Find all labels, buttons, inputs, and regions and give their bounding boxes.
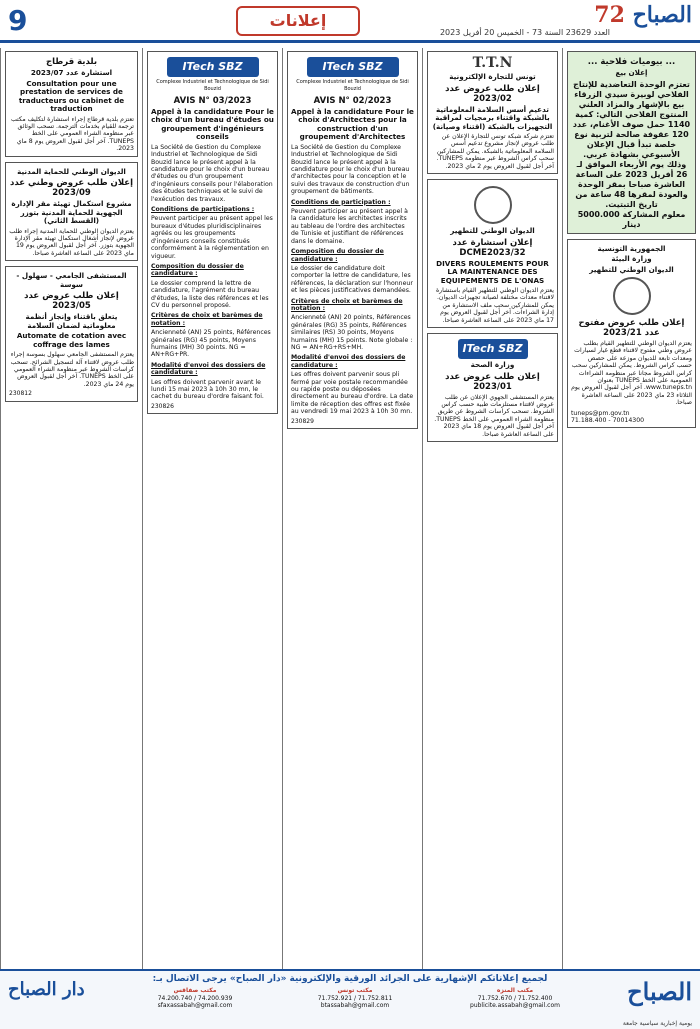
onas-seal-icon [613,277,651,315]
ad-farm-sale [567,51,696,234]
envoi-text: Les offres doivent parvenir avant le lundi 15 mai 2023 à 10h 30 mn, le cachet du bureau d'ordre faisant foi. [151,378,264,401]
ad-intro: La Société de Gestion du Complexe Industriel et Technologique de Sidi Bouzid lance le présent appel à la candidature pour le choix d'un bureau d'architectes pour la conception et le suivi des travaux de construction d'un groupement de bâtiments. [291,143,410,196]
conditions-text: Peuvent participer au présent appel à la candidature les architectes inscrits au tableau de l'ordre des architectes de Tunisie et justifiant de références dans le domaine. [291,208,408,245]
contact-email: btassabah@gmail.com [320,1002,390,1009]
ad-ref: 230829 [291,417,314,425]
envoi-text: Les offres doivent parvenir sous pli fermé par voie postale recommandée ou rapide poste ou déposées directement au bureau d'ordre. La date limite de réception des offres est fixée au vendredi 19 mai 2023 à 10h 30 mn. [291,371,414,416]
footer-tagline: يومية إخبارية سياسية جامعة [622,1020,692,1027]
footer-logo-dar: دار الصباح [8,979,85,1000]
contact-phone: 74.200.939 / 74.200.740 [157,994,233,1002]
masthead-name: الصباح [632,2,692,28]
page-footer [0,969,700,1029]
contact-email: publicite.assabah@gmail.com [470,1002,560,1009]
ad-body: يعتزم المستشفى الجامعي سهلول بسوسة إجراء طلب عروض لاقتناء آلة لتسجيل الشرائح. تسحب كراسات الشروط عبر منظومة الشراء العمومي على الخط TUNEPS. آخر أجل لقبول العروض يوم 24 ماي 2023. [10,351,134,388]
section-evaluation: Critères de choix et barèmes de notation : [291,297,403,312]
column-4 [142,48,282,969]
ad-subtitle-fr: Automate de cotation avec coffrage des lames [16,331,127,349]
itech-subtitle: Complexe Industriel et Technologique de Sidi Bouzid [156,79,269,93]
ad-ttn [427,51,558,174]
ad-price: معلوم المشاركة 5000.000 دينار [577,209,686,229]
ad-body: يعتزم الديوان الوطني للتطهير القيام باستشارة لاقتناء معدات مختلفة لصيانة تجهيزات الديوان. يمكن للمشاركين سحب ملف الاستشارة من إدارة الشراءات. آخر أجل لقبول العروض يوم 17 ماي 2023 على الساعة العاشرة صباحا. [435,287,554,324]
ad-body: يعتزم الديوان الوطني للتطهير القيام بطلب عروض وطني مفتوح لاقتناء قطع غيار لسيارات ومعدات تابعة للديوان موزعة على حصص حسب كراس الشروط. يمكن للمشاركين سحب كراس الشروط مجانا عبر منظومة الشراءات العمومية على الخط TUNEPS بعنوان www.tuneps.tn. آخر أجل لقبول العروض يوم الثلاثاء 23 ماي 2023 على الساعة العاشرة صباحا. [571,340,692,407]
contact-title: مكتب تونس [337,987,373,994]
section-evaluation: Critères de choix et barèmes de notation : [151,312,263,327]
ad-title: إعلان استشارة عدد DCME2023/32 [452,237,533,258]
ad-subtitle: Consultation pour une prestation de services de traducteurs ou cabinet de traduction [18,78,125,113]
ad-itech-03 [147,51,278,414]
contact-phone: 71.752.400 / 71.752.670 [477,994,553,1002]
column-1 [562,48,700,969]
ad-body: تعتزم شركة شبكة تونس للتجارة الإعلان عن طلب عروض لإنجاز مشروع تدعيم أسس السلامة المعلوماتية بالشبكة. يمكن للمشاركين سحب كراس الشروط عبر منظومة TUNEPS. آخر أجل لقبول العروض يوم 2 ماي 2023. [436,133,554,170]
page-header [0,0,700,43]
ad-sahloul [5,266,138,401]
ad-onas-tender [567,239,696,429]
ad-title: استشارة عدد 2023/07 [30,68,113,77]
contact-phone: 71.752.811 / 71.752.921 [317,994,393,1002]
ad-title: إعلان طلب عروض عدد 2023/05 [24,291,119,312]
ad-title: إعلان طلب عروض عدد 2023/01 [445,371,540,392]
ad-title: إعلان طلب عروض وطني عدد 2023/09 [10,178,133,199]
ad-heading: وزارة الصحة [470,360,515,370]
footer-title: لجميع إعلاناتكم الإشهارية على الجرائد الورقية والإلكترونية «دار الصباح» يرجى الاتصال بـ: [152,974,548,984]
contact-title: مكتب صفاقس [173,987,217,994]
ad-heading: المستشفى الجامعي - سهلول - سوسة [16,271,127,289]
ad-subtitle: DIVERS ROULEMENTS POUR LA MAINTENANCE DES EQUIPEMENTS DE L'ONAS [436,258,549,285]
ad-onas-consult [427,179,558,328]
column-5 [0,48,142,969]
contact-tunis [280,987,430,1010]
section-conditions: Conditions de participation : [291,198,391,206]
ad-body: تعتزم بلدية قرطاج إجراء استشارة لتكليف مكتب ترجمة للقيام بخدمات الترجمة. تسحب الوثائق عبر منظومة الشراء العمومي على الخط TUNEPS. آخر أجل لقبول العروض يوم 8 ماي 2023. [10,115,134,153]
ad-body: يعتزم المستشفى الجهوي الإعلان عن طلب عروض لاقتناء مستلزمات طبية حسب كراس الشروط. تسحب كراسات الشروط عن طريق منظومة الشراء العمومي على الخط TUNEPS. آخر أجل لقبول العروض يوم 18 ماي 2023 على الساعة العاشرة صباحا. [434,393,554,438]
dossier-text: Le dossier comprend la lettre de candidature, l'agrément du bureau d'études, la liste des références et les CV du personnel proposé. [151,279,269,309]
ad-carthage [5,51,138,157]
ad-subtitle: مشروع استكمال تهيئة مقر الإدارة الجهوية للحماية المدنية بتوزر (القسط الثاني) [11,199,132,226]
ad-phone: 71.188.400 - 70014300 [571,417,645,425]
ad-itech-02 [287,51,418,429]
footer-logo: الصباح [627,977,692,1006]
dossier-text: Le dossier de candidature doit comporter la lettre de candidature, les références, la déclaration sur l'honneur et les pièces justificatives demandées. [291,264,413,295]
ad-body: يعتزم الديوان الوطني للحماية المدنية إجراء طلب عروض لإنجاز أشغال استكمال تهيئة مقر الإدارة الجهوية بتوزر. آخر أجل لقبول العروض يوم 19 ماي 2023 على الساعة العاشرة صباحا. [9,227,134,257]
section-dossier: Composition du dossier de candidature : [291,248,384,263]
column-2 [422,48,562,969]
ad-body: تعتزم الوحدة التعاضدية للإنتاج الفلاحي لوبيرة سيدي الزرقاء بيع بالإشهار والمزاد العلني المنتوج الفلاحي التالي: كمية 1140 حمل صوف الأغنام، عدد 120 عقوفة صالحة لتربية نوع خلصة تبدأ قبال الإعلان الأسبوعي بشهادة عربي. [572,79,691,159]
contact-title: مكتب المنزه [496,987,534,994]
ad-health [427,333,558,442]
ad-heading: بلدية قرطاج [45,57,98,67]
itech-logo: ITech SBZ [167,57,259,77]
ad-ref: 230812 [9,390,32,398]
ad-subtitle: تدعيم أسس السلامة المعلوماتية بالشبكة واقتناء برمجيات لمراقبة التجهيزات بالشبكة (اقتناء وصيانة) [432,104,553,131]
ad-civil-protection [5,162,138,262]
contact-email: sfaxassabah@gmail.com [157,1002,233,1009]
masthead-logo [594,2,692,28]
ad-heading: الديوان الوطني للحماية المدنية [17,166,126,176]
itech-subtitle: Complexe Industriel et Technologique de Sidi Bouzid [296,79,409,93]
ad-subtitle: Appel à la candidature Pour le choix d'un bureau d'études ou groupement d'ingénieurs conseils [151,106,274,142]
ad-intro: La Société de Gestion du Complexe Industriel et Technologique de Sidi Bouzid lance le présent appel à la candidature pour le choix d'un bureau d'études ou d'un groupement d'ingénieurs conseils pour l'élaboration des études techniques et le suivi de l'exécution des travaux. [151,143,273,203]
ad-date: وذلك يوم الأربعاء الموافق لـ 26 أفريل 2023 على الساعة العاشرة صباحا بمقر الوحدة والعودة لمقرها 48 ساعة من تاريخ التبتيت. [575,159,688,209]
ad-title: إعلان طلب عروض عدد 2023/02 [445,83,540,104]
evaluation-text: Ancienneté (AN) 20 points, Références générales (RG) 35 points, Références similaires (RS) 30 points, Moyens humains (MH) 15 points. Note globale : NG = AN+RG+RS+MH. [291,314,413,351]
onas-seal-icon [474,186,512,224]
issue-line: العدد 23629 السنة 73 - الخميس 20 أفريل 2023 [439,28,610,37]
ad-title: AVIS N° 02/2023 [313,95,392,106]
evaluation-text: Ancienneté (AN) 25 points, Références générales (RG) 45 points, Moyens humains (MH) 30 points. NG = AN+RG+PR. [151,329,271,359]
republic-line: الجمهورية التونسية [597,243,666,253]
ad-subtitle: Appel à la candidature Pour le choix d'Architectes pour la construction d'un groupement d'Architectes [291,106,414,142]
masthead-number: 72 [594,2,625,28]
itech-logo: ITech SBZ [307,57,399,77]
office-line: الديوان الوطني للتطهير [589,264,674,274]
column-3 [282,48,422,969]
ad-title: إعلان طلب عروض مفتوح عدد 2023/21 [578,318,685,338]
itech-logo: ITech SBZ [458,339,528,359]
ad-heading: الديوان الوطني للتطهير [450,226,535,236]
ad-heading: إعلان بيع [615,68,648,77]
conditions-text: Peuvent participer au présent appel les bureaux d'études pluridisciplinaires agréés ou les groupements d'ingénieurs conseils constitués conformément à la réglementation en vigueur. [151,215,273,260]
section-envoi: Modalité d'envoi des dossiers de candidature : [151,361,266,377]
ad-email: tuneps@pm.gov.tn [571,409,630,417]
ttn-logo: T.T.N [472,55,513,71]
section-envoi: Modalité d'envoi des dossiers de candidature : [291,354,406,369]
page-number: 9 [8,4,28,37]
ministry-line: وزارة البيئة [611,254,652,263]
section-conditions: Conditions de participations : [151,206,255,214]
ttn-subtitle: تونس للتجارة الإلكترونية [449,72,536,81]
farm-diary-title: ... بيوميات فلاحية ... [587,57,676,67]
ad-ref: 230826 [151,402,174,410]
ad-title: AVIS N° 03/2023 [173,95,252,106]
section-dossier: Composition du dossier de candidature : [151,262,244,278]
contact-menzah [440,987,590,1010]
section-title: إعلانات [236,6,360,36]
contact-sfax [120,987,270,1010]
ad-subtitle: يتعلق باقتناء وإنجاز أنظمة معلوماتية لضمان السلامة [25,312,118,330]
